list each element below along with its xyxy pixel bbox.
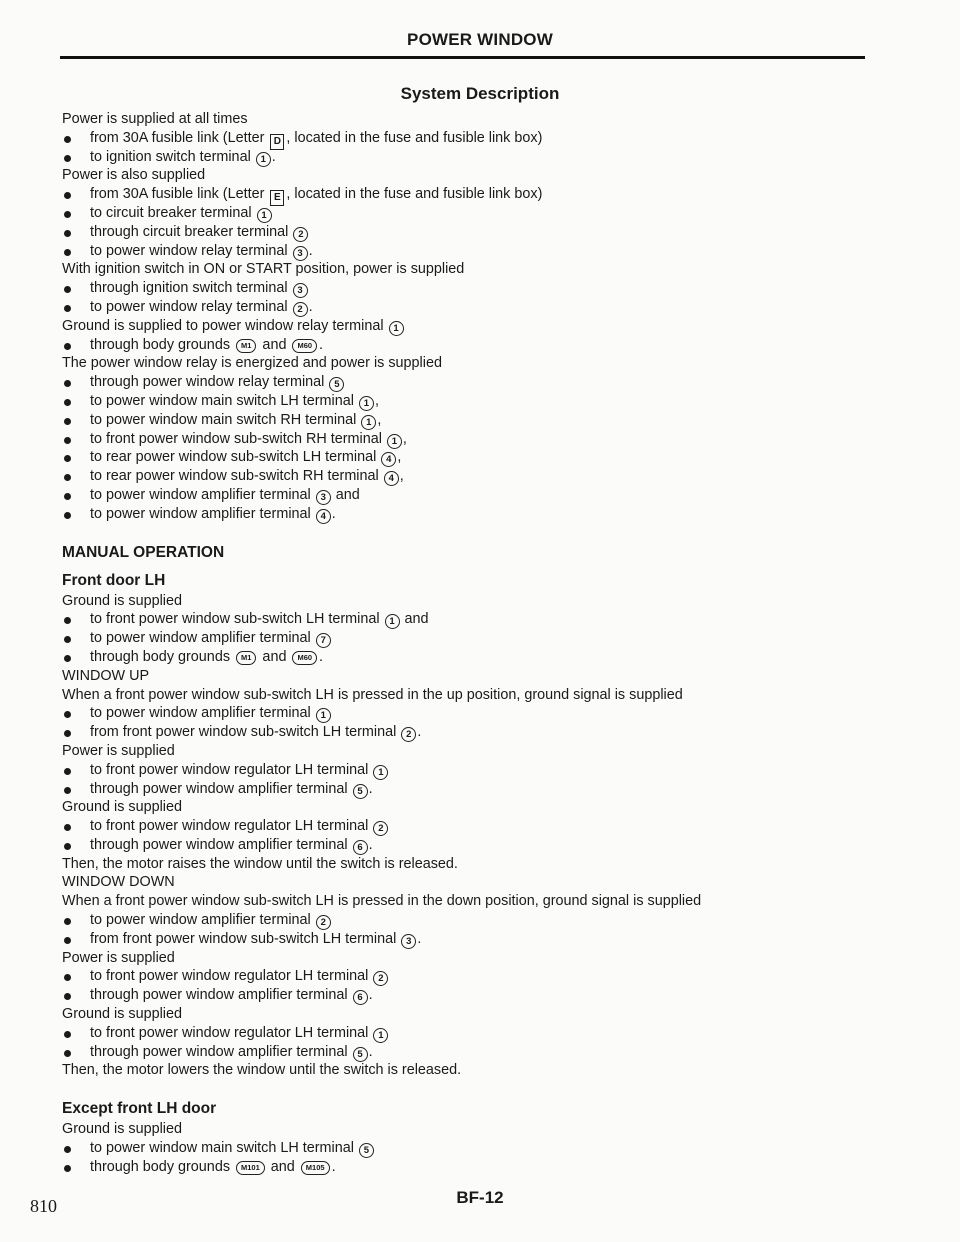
terminal-4-icon: 4	[384, 471, 399, 486]
text-line: Then, the motor raises the window until the switch is released.	[62, 855, 458, 872]
page-code: BF-12	[456, 1188, 504, 1207]
bullet-item: to power window relay terminal 3 .	[62, 242, 922, 261]
terminal-1-icon: 1	[389, 321, 404, 336]
bullet-item: to power window main switch RH terminal 1 ,	[62, 411, 922, 430]
terminal-3-icon: 3	[293, 246, 308, 261]
terminal-2-icon: 2	[373, 971, 388, 986]
manual-operation-heading: MANUAL OPERATION	[62, 543, 225, 561]
section-title: System Description	[400, 84, 560, 103]
bullet-item: to ignition switch terminal 1 .	[62, 148, 922, 167]
terminal-5-icon: 5	[359, 1143, 374, 1158]
terminal-3-icon: 3	[316, 490, 331, 505]
terminal-3-icon: 3	[293, 283, 308, 298]
ground-m60-icon: M60	[292, 339, 317, 353]
bullet-item: to rear power window sub-switch RH terminal 4 ,	[62, 467, 922, 486]
bullet-item: through body grounds M101 and M105 .	[62, 1158, 922, 1177]
text-line: Then, the motor lowers the window until the switch is released.	[62, 1062, 462, 1079]
bullet-item: to power window relay terminal 2 .	[62, 298, 922, 317]
terminal-5-icon: 5	[353, 784, 368, 799]
bullet-item: from 30A fusible link (Letter E , located in the fuse and fusible link box)	[62, 185, 922, 204]
text-line: Ground is supplied	[62, 592, 182, 609]
bullet-item: to power window main switch LH terminal 1 ,	[62, 392, 922, 411]
bullet-item: to front power window sub-switch LH terminal 1 and	[62, 610, 922, 629]
bullet-item: to power window amplifier terminal 3 and	[62, 486, 922, 505]
terminal-3-icon: 3	[401, 934, 416, 949]
bullet-item: to power window amplifier terminal 2	[62, 911, 922, 930]
text-line: Power is supplied	[62, 949, 175, 966]
front-door-lh-heading: Front door LH	[62, 571, 166, 589]
bullet-item: through circuit breaker terminal 2	[62, 223, 922, 242]
bullet-item: to front power window regulator LH terminal 2	[62, 967, 922, 986]
terminal-1-icon: 1	[373, 1028, 388, 1043]
terminal-5-icon: 5	[353, 1047, 368, 1062]
bullet-item: to power window amplifier terminal 4 .	[62, 505, 922, 524]
terminal-2-icon: 2	[373, 821, 388, 836]
ground-m1-icon: M1	[236, 339, 256, 353]
bullet-item: to front power window sub-switch RH terminal 1 ,	[62, 430, 922, 449]
bullet-item: from front power window sub-switch LH terminal 2 .	[62, 723, 922, 742]
ground-m60-icon: M60	[292, 651, 317, 665]
terminal-1-icon: 1	[385, 614, 400, 629]
text-line: The power window relay is energized and power is supplied	[62, 355, 442, 372]
terminal-1-icon: 1	[256, 152, 271, 167]
bullet-item: through body grounds M1 and M60 .	[62, 336, 922, 355]
terminal-1-icon: 1	[359, 396, 374, 411]
bullet-item: through body grounds M1 and M60 .	[62, 648, 922, 667]
page-number: 810	[30, 1196, 57, 1216]
terminal-2-icon: 2	[401, 727, 416, 742]
fuse-letter-d-icon: D	[270, 134, 284, 150]
window-up-label: WINDOW UP	[62, 667, 150, 684]
terminal-1-icon: 1	[373, 765, 388, 780]
text-line: Power is also supplied	[62, 167, 206, 184]
window-down-label: WINDOW DOWN	[62, 874, 175, 891]
text-line: Ground is supplied to power window relay terminal 1	[62, 317, 922, 336]
ground-m101-icon: M101	[236, 1161, 265, 1175]
terminal-2-icon: 2	[293, 227, 308, 242]
bullet-item: through power window relay terminal 5	[62, 373, 922, 392]
bullet-item: from front power window sub-switch LH terminal 3 .	[62, 930, 922, 949]
except-front-lh-heading: Except front LH door	[62, 1100, 217, 1118]
terminal-1-icon: 1	[387, 434, 402, 449]
fuse-letter-e-icon: E	[270, 190, 284, 206]
bullet-item: to rear power window sub-switch LH terminal 4 ,	[62, 448, 922, 467]
terminal-6-icon: 6	[353, 990, 368, 1005]
page-title: POWER WINDOW	[407, 30, 553, 49]
bullet-item: to power window amplifier terminal 1	[62, 704, 922, 723]
text-line: Ground is supplied	[62, 1006, 182, 1023]
bullet-item: through power window amplifier terminal 6 .	[62, 836, 922, 855]
bullet-item: to circuit breaker terminal 1	[62, 204, 922, 223]
bullet-item: to power window main switch LH terminal 5	[62, 1139, 922, 1158]
terminal-1-icon: 1	[316, 708, 331, 723]
bullet-item: through power window amplifier terminal 5 .	[62, 1043, 922, 1062]
bullet-item: to front power window regulator LH terminal 1	[62, 761, 922, 780]
bullet-item: to power window amplifier terminal 7	[62, 629, 922, 648]
ground-m105-icon: M105	[301, 1161, 330, 1175]
terminal-1-icon: 1	[361, 415, 376, 430]
text-line: When a front power window sub-switch LH is pressed in the up position, ground signal is supplied	[62, 686, 683, 703]
title-rule	[60, 56, 865, 59]
text-line: Power is supplied at all times	[62, 111, 248, 127]
bullet-item: through power window amplifier terminal 6 .	[62, 986, 922, 1005]
text-line: Ground is supplied	[62, 799, 182, 816]
text-line: With ignition switch in ON or START position, power is supplied	[62, 261, 465, 278]
terminal-5-icon: 5	[329, 377, 344, 392]
bullet-item: to front power window regulator LH terminal 1	[62, 1024, 922, 1043]
content-body	[62, 110, 922, 1177]
terminal-1-icon: 1	[257, 208, 272, 223]
bullet-item: from 30A fusible link (Letter D , located in the fuse and fusible link box)	[62, 129, 922, 148]
terminal-7-icon: 7	[316, 633, 331, 648]
terminal-2-icon: 2	[316, 915, 331, 930]
terminal-4-icon: 4	[316, 509, 331, 524]
text-line: Ground is supplied	[62, 1121, 182, 1138]
terminal-6-icon: 6	[353, 840, 368, 855]
terminal-2-icon: 2	[293, 302, 308, 317]
bullet-item: through ignition switch terminal 3	[62, 279, 922, 298]
text-line: When a front power window sub-switch LH is pressed in the down position, ground signal is supplied	[62, 893, 702, 910]
bullet-item: through power window amplifier terminal 5 .	[62, 780, 922, 799]
ground-m1-icon: M1	[236, 651, 256, 665]
text-line: Power is supplied	[62, 742, 175, 759]
bullet-item: to front power window regulator LH terminal 2	[62, 817, 922, 836]
terminal-4-icon: 4	[381, 452, 396, 467]
